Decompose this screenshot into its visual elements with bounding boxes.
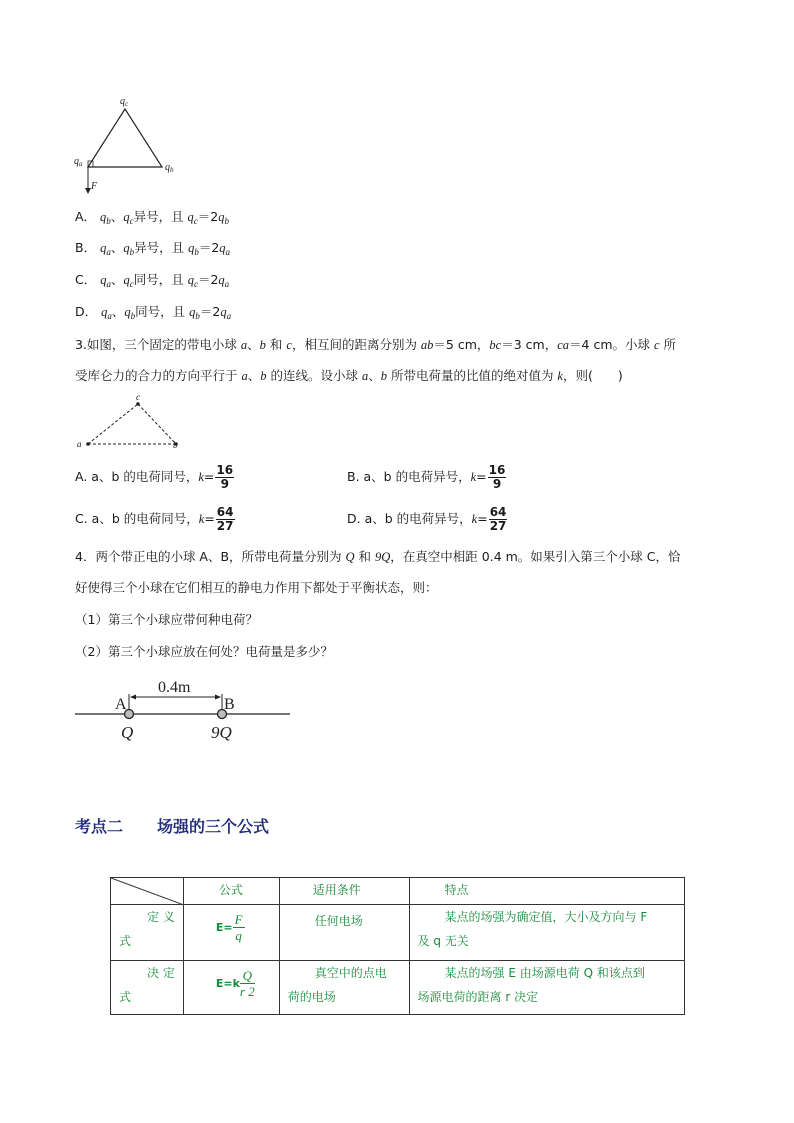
q-sub: a bbox=[226, 311, 232, 321]
sep: 、 bbox=[111, 304, 125, 319]
header-formula: 公式 bbox=[183, 878, 279, 905]
q-sub: b bbox=[194, 247, 199, 257]
diagonal-line bbox=[111, 878, 184, 905]
dashed-ac bbox=[88, 404, 138, 444]
q-symbol: q bbox=[124, 305, 131, 319]
q-symbol: q bbox=[123, 210, 130, 224]
diagonal-header-cell bbox=[111, 878, 184, 905]
label-A: A bbox=[115, 696, 127, 713]
q-sub: c bbox=[193, 216, 198, 226]
formula-cell bbox=[183, 961, 279, 1015]
k-symbol: k bbox=[198, 512, 205, 526]
condition-cell: 任何电场 bbox=[279, 905, 409, 961]
type-cell: 决 定 式 bbox=[111, 961, 184, 1015]
q-sub: a bbox=[106, 247, 111, 257]
formula-lhs: E=k bbox=[215, 977, 240, 990]
feature-cell: 某点的场强为确定值，大小及方向与 F 及 q 无关 bbox=[409, 905, 684, 961]
label-qb: $q_b$ bbox=[165, 162, 174, 174]
q3-option-a[interactable] bbox=[75, 462, 234, 492]
table-row bbox=[111, 961, 685, 1015]
q-sub: a bbox=[225, 247, 231, 257]
q-symbol: q bbox=[100, 210, 107, 224]
q-symbol: q bbox=[100, 273, 107, 287]
q-symbol: q bbox=[123, 273, 130, 287]
option-eq: ＝2 bbox=[197, 209, 219, 224]
option-eq: ＝2 bbox=[199, 304, 221, 319]
formula-fraction: $\frac{F}{q}$ bbox=[234, 912, 243, 943]
q-sub: b bbox=[130, 311, 136, 321]
eq: = bbox=[203, 469, 215, 484]
q-symbol: q bbox=[187, 273, 194, 287]
type-cell: 定 义 式 bbox=[111, 905, 184, 961]
q-symbol: q bbox=[188, 241, 195, 255]
q4-subquestion-2: （2）第三个小球应放在何处？电荷量是多少？ bbox=[75, 644, 333, 659]
q-sub: a bbox=[106, 279, 111, 289]
q2-option-a[interactable] bbox=[75, 208, 229, 230]
q-sub: c bbox=[129, 279, 134, 289]
sep: 、 bbox=[110, 272, 124, 287]
triangle-charges-figure bbox=[70, 92, 190, 197]
q-symbol: q bbox=[187, 210, 194, 224]
q4-charges-figure bbox=[72, 672, 294, 746]
q2-option-d[interactable] bbox=[75, 303, 231, 325]
q3-option-b[interactable] bbox=[347, 462, 506, 492]
formula-fraction: $\frac{Q}{r 2}$ bbox=[239, 968, 255, 999]
q-symbol: q bbox=[218, 210, 225, 224]
header-condition: 适用条件 bbox=[279, 878, 409, 905]
fraction: $\frac{16}{9}$ bbox=[216, 463, 234, 491]
fraction: $\frac{64}{27}$ bbox=[489, 505, 507, 533]
dashed-cb bbox=[138, 404, 176, 444]
q-symbol: q bbox=[123, 241, 130, 255]
q4-stem-line2: 好使得三个小球在它们相互的静电力作用下都处于平衡状态，则： bbox=[75, 580, 438, 595]
option-letter: A． bbox=[75, 209, 97, 224]
section-label: 考点二 bbox=[75, 817, 124, 836]
option-letter: B． bbox=[75, 240, 97, 255]
arrowhead-left bbox=[130, 695, 136, 700]
q3-stem-line2: 受库仑力的合力的方向平行于 a、b 的连线。设小球 a、b 所带电荷量的比值的绝对值为 k，则( ) bbox=[75, 368, 623, 383]
q3-option-d[interactable] bbox=[347, 504, 507, 534]
sep: 、 bbox=[110, 209, 124, 224]
label-B: B bbox=[224, 696, 235, 713]
label-c: c bbox=[136, 392, 140, 402]
formula-cell bbox=[183, 905, 279, 961]
header-feature: 特点 bbox=[409, 878, 684, 905]
fraction: $\frac{16}{9}$ bbox=[488, 463, 506, 491]
label-qc: $q_c$ bbox=[120, 96, 129, 108]
k-symbol: k bbox=[471, 512, 478, 526]
q2-option-c[interactable] bbox=[75, 271, 229, 293]
fraction: $\frac{64}{27}$ bbox=[216, 505, 234, 533]
option-eq: ＝2 bbox=[198, 240, 220, 255]
option-mid: 同号，且 bbox=[133, 272, 188, 287]
option-text: D. a、b 的电荷异号， bbox=[347, 511, 472, 526]
option-mid: 同号，且 bbox=[135, 304, 190, 319]
q-sub: c bbox=[129, 216, 134, 226]
q4-stem-line1: 4．两个带正电的小球 A、B，所带电荷量分别为 Q 和 9Q，在真空中相距 0.4 m。如果引入第三个小球 C，恰 bbox=[75, 549, 681, 564]
table-row bbox=[111, 905, 685, 961]
label-b: b bbox=[173, 440, 178, 450]
q-symbol: q bbox=[101, 305, 108, 319]
label-9Q: 9Q bbox=[211, 723, 232, 742]
option-text: B. a、b 的电荷异号， bbox=[347, 469, 471, 484]
q-sub: a bbox=[107, 311, 112, 321]
q4-subquestion-1: （1）第三个小球应带何种电荷？ bbox=[75, 612, 258, 627]
distance-label: 0.4m bbox=[158, 679, 191, 696]
option-text: C. a、b 的电荷同号， bbox=[75, 511, 199, 526]
option-letter: D． bbox=[75, 304, 98, 319]
eq: = bbox=[204, 511, 215, 526]
q-sub: a bbox=[224, 279, 230, 289]
label-a: a bbox=[77, 439, 82, 449]
q-symbol: q bbox=[218, 273, 225, 287]
eq: = bbox=[476, 469, 487, 484]
table-header-row bbox=[111, 878, 685, 905]
q-symbol: q bbox=[189, 305, 196, 319]
condition-cell: 真空中的点电 荷的电场 bbox=[279, 961, 409, 1015]
label-F: F bbox=[91, 181, 98, 192]
point-c bbox=[136, 402, 140, 406]
q3-option-c[interactable] bbox=[75, 504, 235, 534]
q-symbol: q bbox=[219, 241, 226, 255]
arrowhead-right bbox=[215, 695, 221, 700]
q3-stem-line1: 3.如图，三个固定的带电小球 a、b 和 c，相互间的距离分别为 ab＝5 cm，bc＝3 cm，ca＝4 cm。小球 c 所 bbox=[75, 337, 677, 352]
point-a bbox=[86, 442, 90, 446]
sep: 、 bbox=[110, 240, 124, 255]
q3-triangle-figure bbox=[72, 392, 192, 452]
label-Q: Q bbox=[121, 723, 134, 742]
label-qa: $q_a$ bbox=[74, 156, 83, 168]
option-eq: ＝2 bbox=[197, 272, 219, 287]
option-letter: C． bbox=[75, 272, 97, 287]
section-title: 场强的三个公式 bbox=[157, 817, 270, 836]
k-symbol: k bbox=[470, 470, 477, 484]
q-symbol: q bbox=[100, 241, 107, 255]
feature-cell: 某点的场强 E 由场源电荷 Q 和该点到 场源电荷的距离 r 决定 bbox=[409, 961, 684, 1015]
q-sub: b bbox=[106, 216, 111, 226]
option-text: A. a、b 的电荷同号， bbox=[75, 469, 199, 484]
k-symbol: k bbox=[198, 470, 204, 484]
q-symbol: q bbox=[220, 305, 227, 319]
option-mid: 异号，且 bbox=[133, 209, 188, 224]
q-sub: c bbox=[193, 279, 198, 289]
eq: = bbox=[477, 511, 488, 526]
triangle-shape bbox=[88, 109, 162, 167]
q2-option-b[interactable] bbox=[75, 239, 230, 261]
q-sub: b bbox=[195, 311, 200, 321]
q-sub: b bbox=[224, 216, 229, 226]
formula-table bbox=[110, 877, 685, 1015]
option-mid: 异号，且 bbox=[134, 240, 189, 255]
formula-lhs: E= bbox=[215, 921, 233, 934]
q-sub: b bbox=[129, 247, 135, 257]
